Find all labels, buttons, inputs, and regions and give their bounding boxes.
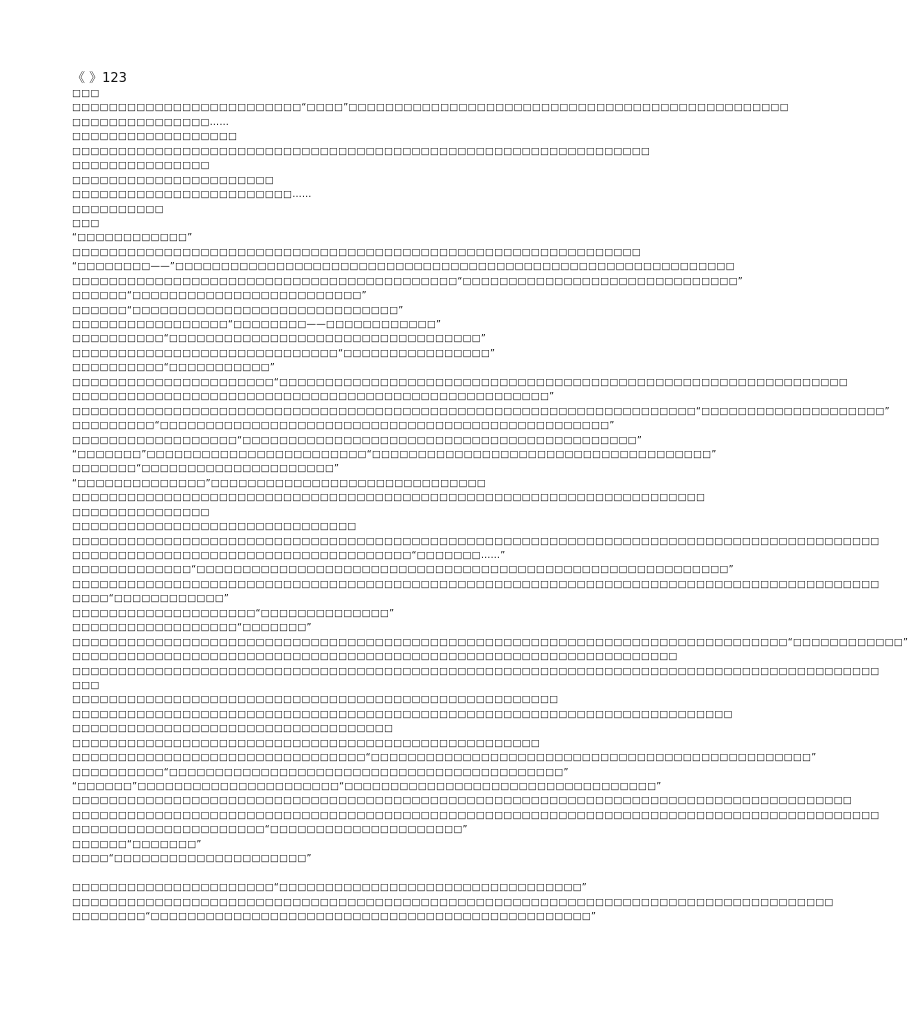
- text-line: □□□□□□□□□□□□□□□□□□□□□□□□□□□□□□□□□□□: [72, 723, 394, 735]
- document-title: 《 》123: [72, 71, 127, 86]
- text-line: □□□□□□□□□□□□□□□□□□□□□□□□□□□□□□□: [72, 521, 357, 533]
- text-line: □□□□□□□□□□□□□□□□□□□□□□□□□□□□□□□□□□□□□□□□□□□□□□□□□□□□□□□□□□□□□□: [72, 246, 641, 258]
- text-line: □□□□□□□□□□□□□□□□□□□□□□□□□□□□□□□□□□□□□□□□□□□□□□□□□□□□□□□□□□□□□□□□□□□□□□□□: [72, 708, 733, 720]
- text-line: □□□□□□□□□□□□□□□: [72, 160, 210, 172]
- text-line: □□□□□□□□□□□□□□□□□□□□□□□□□□□□□□□□□□□□□□□□□□□□□□□□□□□: [72, 737, 540, 749]
- text-line: □□□□□□□□□□□□□□□□□“□□□□□□□□——□□□□□□□□□□□□”: [72, 319, 442, 330]
- blank-line: [72, 867, 712, 881]
- text-line: □□□□□□□□“□□□□□□□□□□□□□□□□□□□□□□□□□□□□□□□□□□□□□□□□□□□□□□□□”: [72, 910, 597, 922]
- text-line: □□□□□□□□□□□□□□□□□□□□□□□□□□□□□□□□□□□□□□□□□□□□□□□□□□□□□□□□□□□□□□□□□□□□□□□□□□□□□□□□□□□□□: [72, 795, 852, 807]
- text-line: □□□□□□□□□□□□□□□□□□□□□□□□□□□□□□□□□□□□□□□□□□□□□□□□□□□□□□□□□□□□□□□□□□□□□□□□□□□□□□□□□□□□□□□□: [72, 809, 880, 821]
- text-line: □□□□□□□□□□“□□□□□□□□□□□□□□□□□□□□□□□□□□□□□□□□□□”: [72, 333, 486, 345]
- text-line: □□□□□□□□□□□□□□□□□□□□□□: [72, 174, 274, 186]
- document-body: [72, 87, 908, 924]
- text-line: □□□□□□□□□□□□□□□□□□□□□□“□□□□□□□□□□□□□□□□□□□□□□□□□□□□□□□□□□□□□□□□□□□□□□□□□□□□□□□□□□□□□□: [72, 376, 848, 388]
- text-line: □□□□□□“□□□□□□□□□□□□□□□□□□□□□□□□□□□□□”: [72, 304, 404, 316]
- text-line: □□□□□□□□□□□□□□□□□□□□□“□□□□□□□□□□□□□□□□□□□□□”: [72, 824, 468, 836]
- text-line: □□□□□□□□□□□□□□□□□□□□□□□□□□□□□□□□□□□□□□□□□□□□□□□□□□□□□□□□□□□□□□□□□□□□□□□□□□□□□□□□□□□□□□□□: [72, 535, 880, 547]
- text-line: □□□□□□□□□□□□□□□□□□□□□□□□□□□□□□□□□□□□□□□□□□□□□□□□□□□□□□□□□□□□□□□□□□□□“□□□□□□□□□□□□□□□□□□□□”: [72, 405, 890, 417]
- text-line: □□□□□□“□□□□□□□□□□□□□□□□□□□□□□□□□”: [72, 290, 367, 302]
- text-line: □□□□□□□□□□□□□□□□□□□□□□□□□□□□□□□□□□□□□“□□□□□□□……”: [72, 550, 506, 561]
- text-line: □□□□□□□□□□□□□□□□□□“□□□□□□□□□□□□□□□□□□□□□□□□□□□□□□□□□□□□□□□□□□□”: [72, 434, 642, 446]
- text-line: □□□□□□□□□□□□□□□□□□“□□□□□□□”: [72, 622, 312, 634]
- text-line: “□□□□□□□”□□□□□□□□□□□□□□□□□□□□□□□□“□□□□□□□□□□□□□□□□□□□□□□□□□□□□□□□□□□□□□”: [72, 448, 717, 460]
- text-line: □□□□□□□□□□□□□□□□□□□□□□□□□□□□□□□□□□□□□□□□□□□□□□□□□□□□□□□□□□□□□□□□□□□□□□□□□□□□□□□□□□□: [72, 896, 834, 908]
- text-line: □□□: [72, 217, 100, 229]
- text-line: □□□□□□□□□□□□□□□□□□□□□□□□□□□□□□□□“□□□□□□□□□□□□□□□□□□□□□□□□□□□□□□□□□□□□□□□□□□□□□□□□”: [72, 752, 817, 764]
- text-line: □□□□□□□□□□□□□□□□□□□□□□“□□□□□□□□□□□□□□□□□□□□□□□□□□□□□□□□□”: [72, 882, 587, 894]
- text-line: □□□□□□□□□□□□□□□□□□□□□□□□□□□□□□□□□□□□□□□□□□□□□□□□□□□□□□□□□□□□□□□□□□: [72, 651, 678, 663]
- text-line: □□□□□□□□□□: [72, 203, 164, 215]
- text-line: □□□□□□□“□□□□□□□□□□□□□□□□□□□□□”: [72, 463, 340, 475]
- text-line: □□□□□□□□□□□□□□□□□□□□□□□□……: [72, 189, 312, 201]
- text-line: □□□: [72, 88, 100, 99]
- text-line: “□□□□□□□□——”□□□□□□□□□□□□□□□□□□□□□□□□□□□□□□□□□□□□□□□□□□□□□□□□□□□□□□□□□□□□□: [72, 261, 735, 273]
- text-line: □□□□□□□□□□□□□□□□□□□□□□□□□□□□□□□□□□□□□□□□□□□□□□□□□□□□□□□□□□□□□□□□□□□□□: [72, 492, 706, 504]
- text-line: □□□□□□□□□□“□□□□□□□□□□□□□□□□□□□□□□□□□□□□□□□□□□□□□□□□□□□”: [72, 766, 569, 778]
- text-line: □□□□□□□□□□□□□□□□□□□□□□□□□□□□□□□□□□□□□□□□□□□□□□□□□□□□□□□□□□□□□□□□□□□□□□□□□□□□□□□□□□□□□□□□: [72, 578, 880, 590]
- text-line: □□□□□□□□□□□□□□□□□□□□□□□□□□□□□□□□□□□□□□□□□□□□□□□□□□□□□□□□□□□□□□□: [72, 145, 651, 157]
- text-line: □□□: [72, 679, 100, 691]
- text-line: “□□□□□□□□□□□□□□”□□□□□□□□□□□□□□□□□□□□□□□□□□□□□□: [72, 477, 486, 489]
- text-line: □□□□□□“□□□□□□□”: [72, 838, 202, 850]
- text-line: □□□□□□□□□□□□□□□□□□□□□□□□□□□□□“□□□□□□□□□□□□□□□□”: [72, 347, 496, 359]
- text-line: “□□□□□□□□□□□□”: [72, 232, 193, 244]
- text-line: □□□□□□□□□□□□□□□□□□□□□□□□□□□□□□□□□□□□□□□□□□□□□□□□□□□□□□□□□□□□□□□□□□□□□□□□□□□□□□“□□□□□□□□□□□□”: [72, 636, 908, 648]
- text-line: □□□□□□□□□□□□□□□□□□□□□□□□□□□□□□□□□□□□□□□□□□□□□□□□□□□□”: [72, 391, 555, 403]
- text-line: □□□□□□□□□“□□□□□□□□□□□□□□□□□□□□□□□□□□□□□□□□□□□□□□□□□□□□□□□□□”: [72, 420, 615, 432]
- text-line: □□□□□□□□□□“□□□□□□□□□□□”: [72, 362, 275, 374]
- document-page: [72, 70, 908, 924]
- text-line: □□□□□□□□□□□□□□□□□□□□□□□□□“□□□□”□□□□□□□□□□□□□□□□□□□□□□□□□□□□□□□□□□□□□□□□□□□□□□□□: [72, 102, 789, 114]
- text-line: □□□□□□□□□□□□□□□□□□□□□□□□□□□□□□□□□□□□□□□□□□□□□□□□□□□□□□□□□□□□□□□□□□□□□□□□□□□□□□□□□□□□□□□□: [72, 665, 880, 677]
- text-line: □□□□□□□□□□□□□□□□□□□□□□□□□□□□□□□□□□□□□□□□□□“□□□□□□□□□□□□□□□□□□□□□□□□□□□□□□”: [72, 275, 743, 287]
- text-line: □□□□□□□□□□□□□□□□□□□□□□□□□□□□□□□□□□□□□□□□□□□□□□□□□□□□□: [72, 694, 559, 706]
- text-line: □□□□□□□□□□□□□□□□□□□□“□□□□□□□□□□□□□□”: [72, 607, 395, 619]
- text-line: □□□□□□□□□□□□□□□□□□: [72, 131, 238, 143]
- text-line: □□□□“□□□□□□□□□□□□□□□□□□□□□”: [72, 853, 312, 865]
- text-line: □□□□“□□□□□□□□□□□□”: [72, 593, 230, 605]
- text-line: □□□□□□□□□□□□□□□……: [72, 116, 230, 128]
- text-line: □□□□□□□□□□□□□“□□□□□□□□□□□□□□□□□□□□□□□□□□□□□□□□□□□□□□□□□□□□□□□□□□□□□□□□□□”: [72, 564, 734, 576]
- text-line: □□□□□□□□□□□□□□□: [72, 506, 210, 518]
- text-line: “□□□□□□”□□□□□□□□□□□□□□□□□□□□□□“□□□□□□□□□□□□□□□□□□□□□□□□□□□□□□□□□□”: [72, 781, 662, 792]
